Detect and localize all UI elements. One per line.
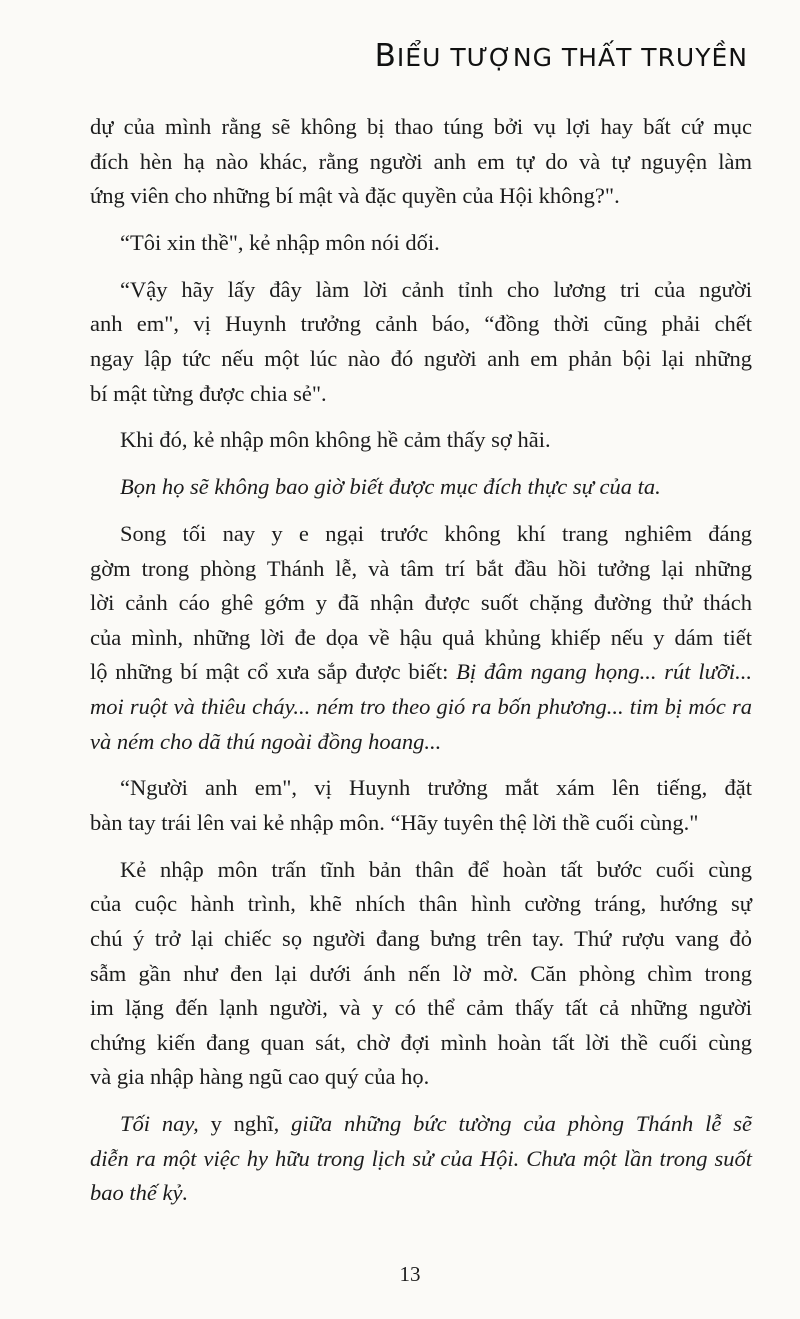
text-line xyxy=(90,689,752,724)
text: “Người anh em", vị Huynh trưởng mắt xám lên tiếng, đặt xyxy=(120,775,752,801)
text-line xyxy=(120,1106,752,1141)
running-header xyxy=(375,38,748,74)
text-line xyxy=(90,144,752,179)
text: ứng viên cho những bí mật và đặc quyền của Hội không?". xyxy=(90,183,620,209)
text-line xyxy=(90,585,752,620)
italic-text: Bị đâm ngang họng... rút lưỡi... xyxy=(456,659,752,685)
italic-text: bao thế kỷ. xyxy=(90,1180,189,1206)
italic-text: Tối nay, xyxy=(120,1111,211,1137)
text: sẫm gần như đen lại dưới ánh nến lờ mờ. Căn phòng chìm trong xyxy=(90,960,752,986)
text: đích hèn hạ nào khác, rằng người anh em tự do và tự nguyện làm xyxy=(90,148,752,174)
text: “Vậy hãy lấy đây làm lời cảnh tỉnh cho lương tri của người xyxy=(120,276,752,302)
text-line xyxy=(120,770,752,805)
text-line xyxy=(90,109,752,144)
text-line xyxy=(90,990,752,1025)
page-number: 13 xyxy=(399,1262,421,1286)
text: lộ những bí mật cổ xưa sắp được biết: xyxy=(90,659,457,685)
italic-text: Bọn họ sẽ không bao giờ biết được mục đích thực sự của ta. xyxy=(120,474,661,500)
text-line xyxy=(90,551,752,586)
italic-text: diễn ra một việc hy hữu trong lịch sử của Hội. Chưa một lần trong suốt xyxy=(90,1145,752,1171)
text-line xyxy=(90,341,752,376)
text: y nghĩ, xyxy=(210,1111,292,1137)
text-line xyxy=(90,886,752,921)
text: chú ý trở lại chiếc sọ người đang bưng trên tay. Thứ rượu vang đỏ xyxy=(90,926,752,951)
text-line xyxy=(90,1059,752,1094)
text-line xyxy=(90,620,752,655)
text: im lặng đến lạnh người, và y có thể cảm thấy tất cả những người xyxy=(90,995,752,1021)
text: bàn tay trái lên vai kẻ nhập môn. “Hãy tuyên thệ lời thề cuối cùng." xyxy=(90,810,699,835)
text-line xyxy=(90,306,752,341)
text-line xyxy=(90,956,752,991)
text: Song tối nay y e ngại trước không khí trang nghiêm đáng xyxy=(120,521,752,546)
text-line xyxy=(90,1025,752,1060)
text-line xyxy=(120,469,752,504)
text-line xyxy=(120,225,752,260)
text: gờm trong phòng Thánh lễ, và tâm trí bắt đầu hồi tưởng lại những xyxy=(90,555,752,581)
text: Kẻ nhập môn trấn tĩnh bản thân để hoàn tất bước cuối cùng xyxy=(120,856,752,882)
text: của mình, những lời đe dọa về hậu quả khủng khiếp nếu y dám tiết xyxy=(90,624,752,650)
text: bí mật từng được chia sẻ". xyxy=(90,380,327,406)
text-line xyxy=(120,852,752,887)
italic-text: giữa những bức tường của phòng Thánh lễ sẽ xyxy=(291,1111,752,1137)
text-line xyxy=(90,178,752,213)
text: “Tôi xin thề", kẻ nhập môn nói dối. xyxy=(120,230,440,255)
text-line xyxy=(90,1141,752,1176)
running-header-title: BIỂU TƯỢNG THẤT TRUYỀN xyxy=(374,38,748,74)
text-line xyxy=(90,805,752,840)
italic-text: moi ruột và thiêu cháy... ném tro theo gió ra bốn phương... tim bị móc ra xyxy=(90,694,752,719)
text-line xyxy=(120,422,752,457)
text: và gia nhập hàng ngũ cao quý của họ. xyxy=(90,1064,430,1090)
text-line xyxy=(120,516,752,551)
text: dự của mình rằng sẽ không bị thao túng bởi vụ lợi hay bất cứ mục xyxy=(90,114,752,139)
text-line xyxy=(90,724,752,759)
text: Khi đó, kẻ nhập môn không hề cảm thấy sợ hãi. xyxy=(120,427,551,453)
text: ngay lập tức nếu một lúc nào đó người anh em phản bội lại những xyxy=(90,346,752,371)
text-line xyxy=(120,272,752,307)
text: anh em", vị Huynh trưởng cảnh báo, “đồng thời cũng phải chết xyxy=(90,311,752,337)
text-line xyxy=(90,654,752,689)
text-line xyxy=(90,921,752,956)
text: chứng kiến đang quan sát, chờ đợi mình hoàn tất lời thề cuối cùng xyxy=(90,1029,752,1055)
italic-text: và ném cho dã thú ngoài đồng hoang... xyxy=(90,728,442,754)
text: lời cảnh cáo ghê gớm y đã nhận được suốt chặng đường thử thách xyxy=(90,590,752,616)
text-line xyxy=(90,1175,752,1210)
text-line xyxy=(90,376,752,411)
text: của cuộc hành trình, khẽ nhích thân hình cường tráng, hướng sự xyxy=(90,891,752,917)
